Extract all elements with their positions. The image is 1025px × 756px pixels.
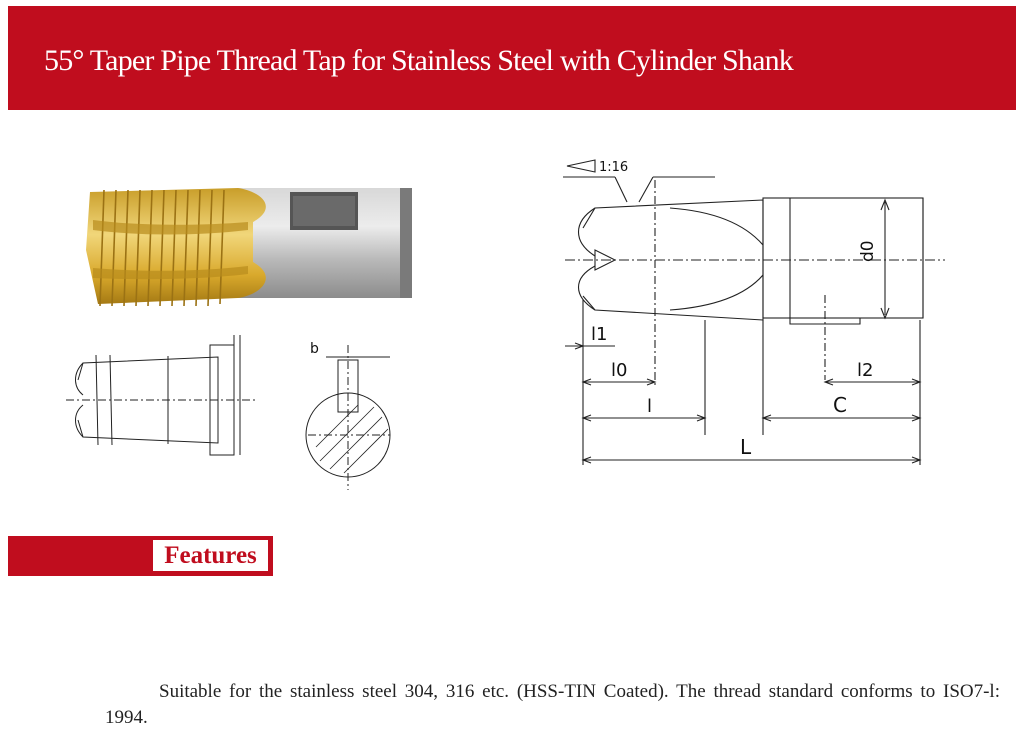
features-description: Suitable for the stainless steel 304, 316 etc. (HSS-TIN Coated). The thread standard conforms to ISO7-l: 1994. [105, 681, 1000, 728]
header-band [8, 6, 1016, 110]
dim-l2-label: l2 [857, 360, 874, 381]
main-technical-drawing [555, 150, 955, 475]
tap-product-photo [78, 180, 418, 310]
dim-d0-label: d0 [858, 240, 878, 262]
dim-C-label: C [833, 393, 847, 417]
dim-l1-label: l1 [591, 324, 608, 345]
features-heading: Features [164, 542, 257, 569]
dim-L-label: L [740, 435, 752, 459]
features-heading-box [152, 539, 269, 572]
small-technical-drawing [58, 325, 398, 500]
dim-b-label: b [310, 341, 319, 357]
dim-l0-label: l0 [611, 360, 628, 381]
taper-ratio-label: 1:16 [599, 160, 629, 175]
dim-l-label: l [647, 396, 653, 417]
page-title: 55° Taper Pipe Thread Tap for Stainless Steel with Cylinder Shank [44, 44, 794, 77]
